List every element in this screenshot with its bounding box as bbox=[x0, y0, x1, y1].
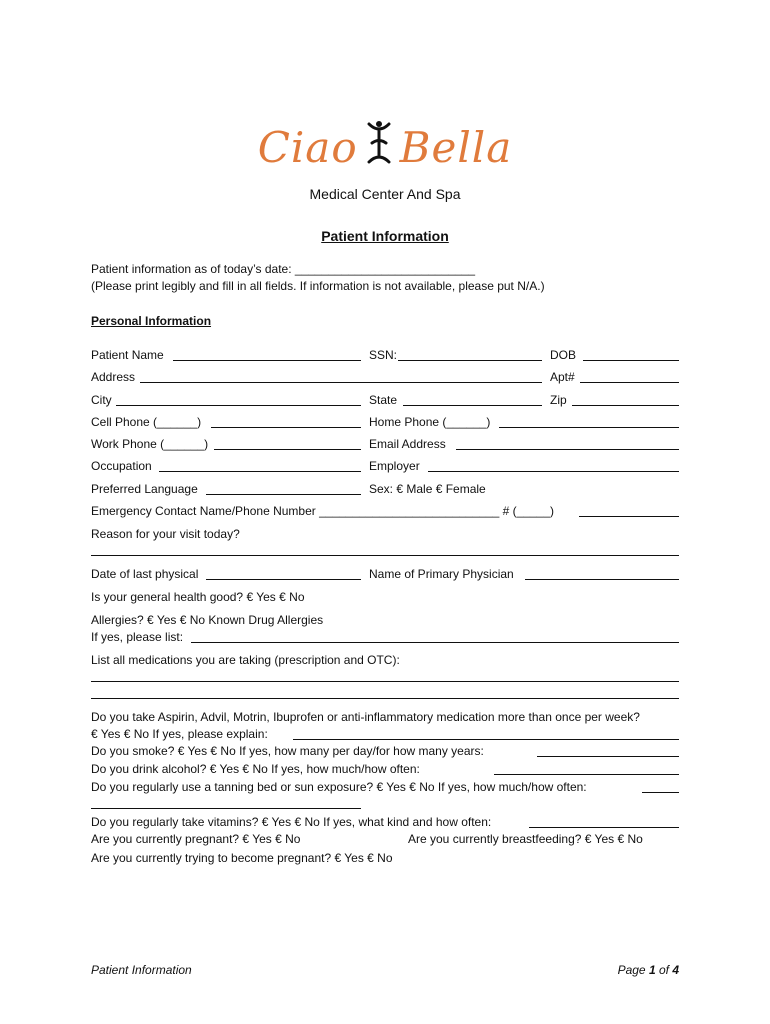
apt-field[interactable] bbox=[580, 382, 679, 383]
emergency-phone-field[interactable] bbox=[579, 516, 679, 517]
state-field[interactable] bbox=[403, 405, 542, 406]
primary-physician-label: Name of Primary Physician bbox=[369, 567, 514, 581]
apt-label: Apt# bbox=[550, 370, 575, 384]
primary-physician-field[interactable] bbox=[525, 579, 679, 580]
alcohol-field[interactable] bbox=[494, 774, 679, 775]
trying-question[interactable]: Are you currently trying to become pregnant? € Yes € No bbox=[91, 851, 393, 865]
logo bbox=[0, 118, 770, 202]
alcohol-question[interactable]: Do you drink alcohol? € Yes € No If yes, how much/how often: bbox=[91, 762, 420, 776]
medications-field-1[interactable] bbox=[91, 681, 679, 682]
language-label: Preferred Language bbox=[91, 482, 198, 496]
email-label: Email Address bbox=[369, 437, 446, 451]
ssn-field[interactable] bbox=[398, 360, 542, 361]
address-field[interactable] bbox=[140, 382, 542, 383]
city-field[interactable] bbox=[116, 405, 361, 406]
date-line: Patient information as of today’s date: ___________________________ bbox=[91, 262, 476, 276]
patient-name-label: Patient Name bbox=[91, 348, 164, 362]
tanning-field-1[interactable] bbox=[642, 792, 679, 793]
language-field[interactable] bbox=[206, 494, 361, 495]
vitamins-question[interactable]: Do you regularly take vitamins? € Yes € No If yes, what kind and how often: bbox=[91, 815, 492, 829]
medications-field-2[interactable] bbox=[91, 698, 679, 699]
smoke-field[interactable] bbox=[537, 756, 679, 757]
home-phone-label: Home Phone (______) bbox=[369, 415, 491, 429]
cell-phone-field[interactable] bbox=[211, 427, 361, 428]
footer-title: Patient Information bbox=[91, 963, 192, 977]
emergency-contact-label: Emergency Contact Name/Phone Number ___________________________ # (_____) bbox=[91, 504, 555, 518]
occupation-label: Occupation bbox=[91, 459, 152, 473]
reason-field[interactable] bbox=[91, 555, 679, 556]
smoke-question[interactable]: Do you smoke? € Yes € No If yes, how many per day/for how many years: bbox=[91, 744, 484, 758]
email-field[interactable] bbox=[456, 449, 679, 450]
page-number: Page 1 of 4 bbox=[617, 963, 679, 977]
zip-label: Zip bbox=[550, 393, 567, 407]
address-label: Address bbox=[91, 370, 136, 384]
cell-phone-label: Cell Phone (______) bbox=[91, 415, 202, 429]
patient-name-field[interactable] bbox=[173, 360, 361, 361]
employer-field[interactable] bbox=[428, 471, 679, 472]
logo-figure-icon bbox=[366, 120, 392, 182]
dob-label: DOB bbox=[550, 348, 577, 362]
reason-label: Reason for your visit today? bbox=[91, 527, 240, 541]
medications-label: List all medications you are taking (prescription and OTC): bbox=[91, 653, 400, 667]
work-phone-field[interactable] bbox=[214, 449, 361, 450]
logo-brand-right: Bella bbox=[399, 123, 513, 172]
logo-brand-left: Ciao bbox=[257, 123, 358, 172]
breastfeeding-question[interactable]: Are you currently breastfeeding? € Yes € No bbox=[408, 832, 643, 846]
zip-field[interactable] bbox=[572, 405, 679, 406]
allergies-list-field[interactable] bbox=[191, 642, 679, 643]
tanning-question[interactable]: Do you regularly use a tanning bed or sun exposure? € Yes € No If yes, how much/how often: bbox=[91, 780, 587, 794]
aspirin-explain-field[interactable] bbox=[293, 739, 679, 740]
ssn-label: SSN: bbox=[369, 348, 398, 362]
sex-options[interactable]: Sex: € Male € Female bbox=[369, 482, 486, 496]
work-phone-label: Work Phone (______) bbox=[91, 437, 209, 451]
dob-field[interactable] bbox=[583, 360, 679, 361]
state-label: State bbox=[369, 393, 398, 407]
allergies-list-label: If yes, please list: bbox=[91, 630, 184, 644]
employer-label: Employer bbox=[369, 459, 420, 473]
vitamins-field[interactable] bbox=[529, 827, 679, 828]
health-question[interactable]: Is your general health good? € Yes € No bbox=[91, 590, 305, 604]
city-label: City bbox=[91, 393, 112, 407]
aspirin-explain[interactable]: € Yes € No If yes, please explain: bbox=[91, 727, 268, 741]
last-physical-field[interactable] bbox=[206, 579, 361, 580]
page-title: Patient Information bbox=[321, 228, 449, 244]
home-phone-field[interactable] bbox=[499, 427, 679, 428]
occupation-field[interactable] bbox=[159, 471, 361, 472]
tanning-field-2[interactable] bbox=[91, 808, 361, 809]
logo-subtitle: Medical Center And Spa bbox=[309, 186, 461, 202]
instructions: (Please print legibly and fill in all fields. If information is not available, please put N/A.) bbox=[91, 279, 545, 293]
aspirin-question: Do you take Aspirin, Advil, Motrin, Ibuprofen or anti-inflammatory medication more than once per week? bbox=[91, 710, 640, 724]
pregnant-question[interactable]: Are you currently pregnant? € Yes € No bbox=[91, 832, 301, 846]
section-heading: Personal Information bbox=[91, 314, 212, 328]
allergies-question[interactable]: Allergies? € Yes € No Known Drug Allergies bbox=[91, 613, 324, 627]
last-physical-label: Date of last physical bbox=[91, 567, 199, 581]
